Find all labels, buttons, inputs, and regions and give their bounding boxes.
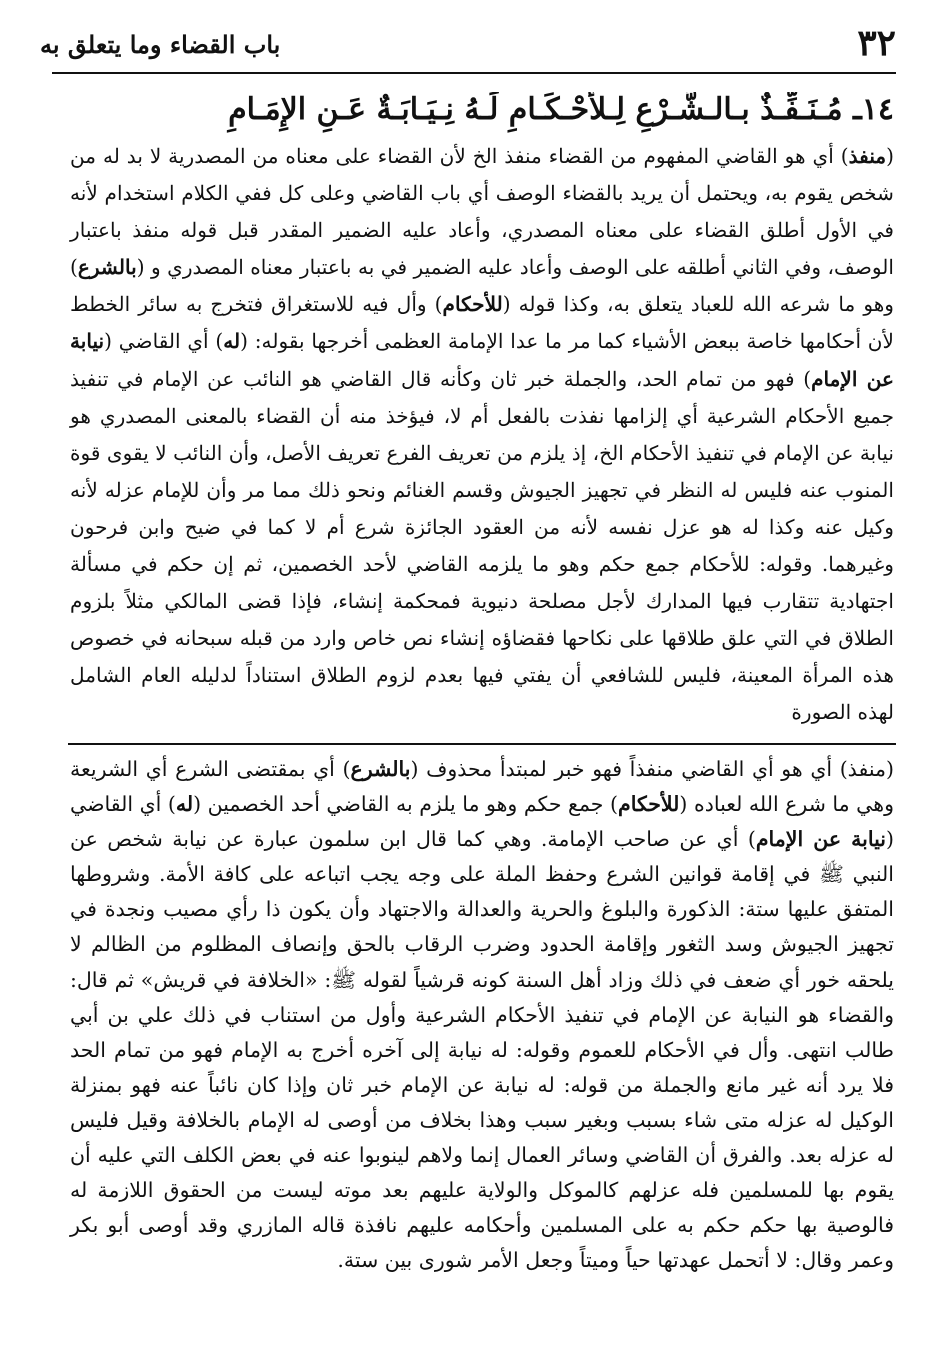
note-term-bilshar: بالشرع — [350, 757, 411, 781]
note-term-niyaba: نيابة عن الإمام — [755, 827, 886, 852]
footnote-text — [70, 752, 894, 1278]
term-niyaba: نيابة عن الإمام — [70, 329, 894, 391]
verse-line: ١٤ـ مُـنَـفِّـذٌ بـالـشَّـرْعِ لِـلأَحْـكَـامِ لَـهُ نِـيَـابَـةٌ عَـنِ الإِمَـامِ — [228, 92, 894, 127]
note-term-lilahkam: للأحكام — [618, 792, 680, 817]
footnote-divider — [68, 743, 896, 745]
header-rule — [52, 72, 896, 74]
note-term-lahu: له — [175, 792, 194, 817]
term-bilshar: بالشرع — [77, 255, 137, 280]
term-lahu: له — [223, 329, 241, 354]
page-number: ٣٢ — [857, 22, 896, 64]
commentary-paragraph: (منفذ) أي هو القاضي المفهوم من القضاء منفذ الخ لأن القضاء على معناه من المصدرية لا بد له من شخص يقوم به، ويحتمل أن يريد بالقضاء الوصف أي باب القاضي وعلى كل ففي الكلام استخدام لأنه في الأول أطلق القضاء على معناه المصدري، وأعاد عليه الضمير المقدر قبل قوله منفذ باعتبار الوصف، وفي الثاني أطلقه على الوصف وأعاد عليه الضمير في به باعتبار معناه المصدري و (بالشرع) وهو ما شرعه الله للعباد يتعلق به، وكذا قوله (للأحكام) وأل فيه للاستغراق فتخرج به سائر الخطط لأن أحكامها خاصة ببعض الأشياء كما مر ما عدا الإمامة العظمى أخرجها بقوله: (له) أي القاضي (نيابة عن الإمام) فهو من تمام الحد، والجملة خبر ثان وكأنه قال القاضي هو النائب عن الإمام في تنفيذ جميع الأحكام الشرعية أي إلزامها نفذت بالفعل أم لا، فيؤخذ منه أن القضاء بالمعنى المصدري هو نيابة عن الإمام في تنفيذ الأحكام الخ، إذ يلزم من تعريف الفرع تعريف الأصل، وأن النائب لا يقوى قوة المنوب عنه فليس له النظر في تجهيز الجيوش وقسم الغنائم ونحو ذلك مما مر وأن للإمام عزله لأنه وكيل عنه وكذا له هو عزل نفسه لأنه من العقود الجائزة شرع أم لا كما في ضيح وابن فرحون وغيرهما. وقوله: للأحكام جمع حكم وهو ما يلزمه القاضي لأحد الخصمين، ثم إن حكم في مسألة اجتهادية تتقارب فيها المدارك لأجل مصلحة دنيوية فمحكمة إنشاء، فإذا قضى المالكي مثلاً بلزوم الطلاق في التي علق طلاقها على نكاحها فقضاؤه إنشاء نص خاص وارد من قبله سبحانه في خصوص هذه المرأة المعينة، فليس للشافعي أن يفتي فيها بعدم لزوم الطلاق استناداً لدليله العام الشامل لهذه الصورة — [70, 144, 895, 725]
page-header — [40, 18, 896, 70]
term-munaffidh: منفذ — [848, 144, 887, 168]
running-title: باب القضاء وما يتعلق به — [40, 30, 281, 59]
term-lilahkam: للأحكام — [442, 292, 503, 317]
commentary-text — [70, 138, 894, 732]
footnote-paragraph: (منفذ) أي هو أي القاضي منفذاً فهو خبر لمبتدأ محذوف (بالشرع) أي بمقتضى الشرع أي الشريعة وهي ما شرع الله لعباده (للأحكام) جمع حكم وهو ما يلزم به القاضي أحد الخصمين (له) أي القاضي (نيابة عن الإمام) أي عن صاحب الإمامة. وهي كما قال ابن سلمون عبارة عن نيابة شخص عن النبي ﷺ في إقامة قوانين الشرع وحفظ الملة على وجه يجب اتباعه على كافة الأمة. وشروطها المتفق عليها ستة: الذكورة والبلوغ والحرية والعدالة والاجتهاد وأن يكون ذا رأي مصيب ونجدة في تجهيز الجيوش وسد الثغور وإقامة الحدود وضرب الرقاب بالحق وإنصاف المظلوم من الظالم لا يلحقه خور أي ضعف في ذلك وزاد أهل السنة كونه قرشياً لقوله ﷺ: «الخلافة في قريش» ثم قال: والقضاء هو النيابة عن الإمام في تنفيذ الأحكام الشرعية وأول من استناب في ذلك علي بن أبي طالب انتهى. وأل في الأحكام للعموم وقوله: له نيابة إلى آخره أخرج به الإمام فهو من تمام الحد فلا يرد أنه غير مانع والجملة من قوله: له نيابة عن الإمام خبر ثان وإذا كان نائباً عنه فهو بمنزلة الوكيل له عزله متى شاء بسبب وبغير سبب وهذا بخلاف من أوصى له الإمام بالخلافة وقيل فليس له عزله بعد. والفرق أن القاضي وسائر العمال إنما ولاهم لينوبوا عنه في بعض الكلف التي عليه أن يقوم بها للمسلمين فله عزلهم كالموكل والولاية عليهم بعد موته ليست من الحقوق اللازمة له فالوصية بها حكم حكم به على المسلمين وأحكامه عليهم نافذة قاله المازري وقد أوصى أبو بكر وعمر وقال: لا أتحمل عهدتها حياً وميتاً وجعل الأمر شورى بين ستة. — [70, 757, 894, 1273]
